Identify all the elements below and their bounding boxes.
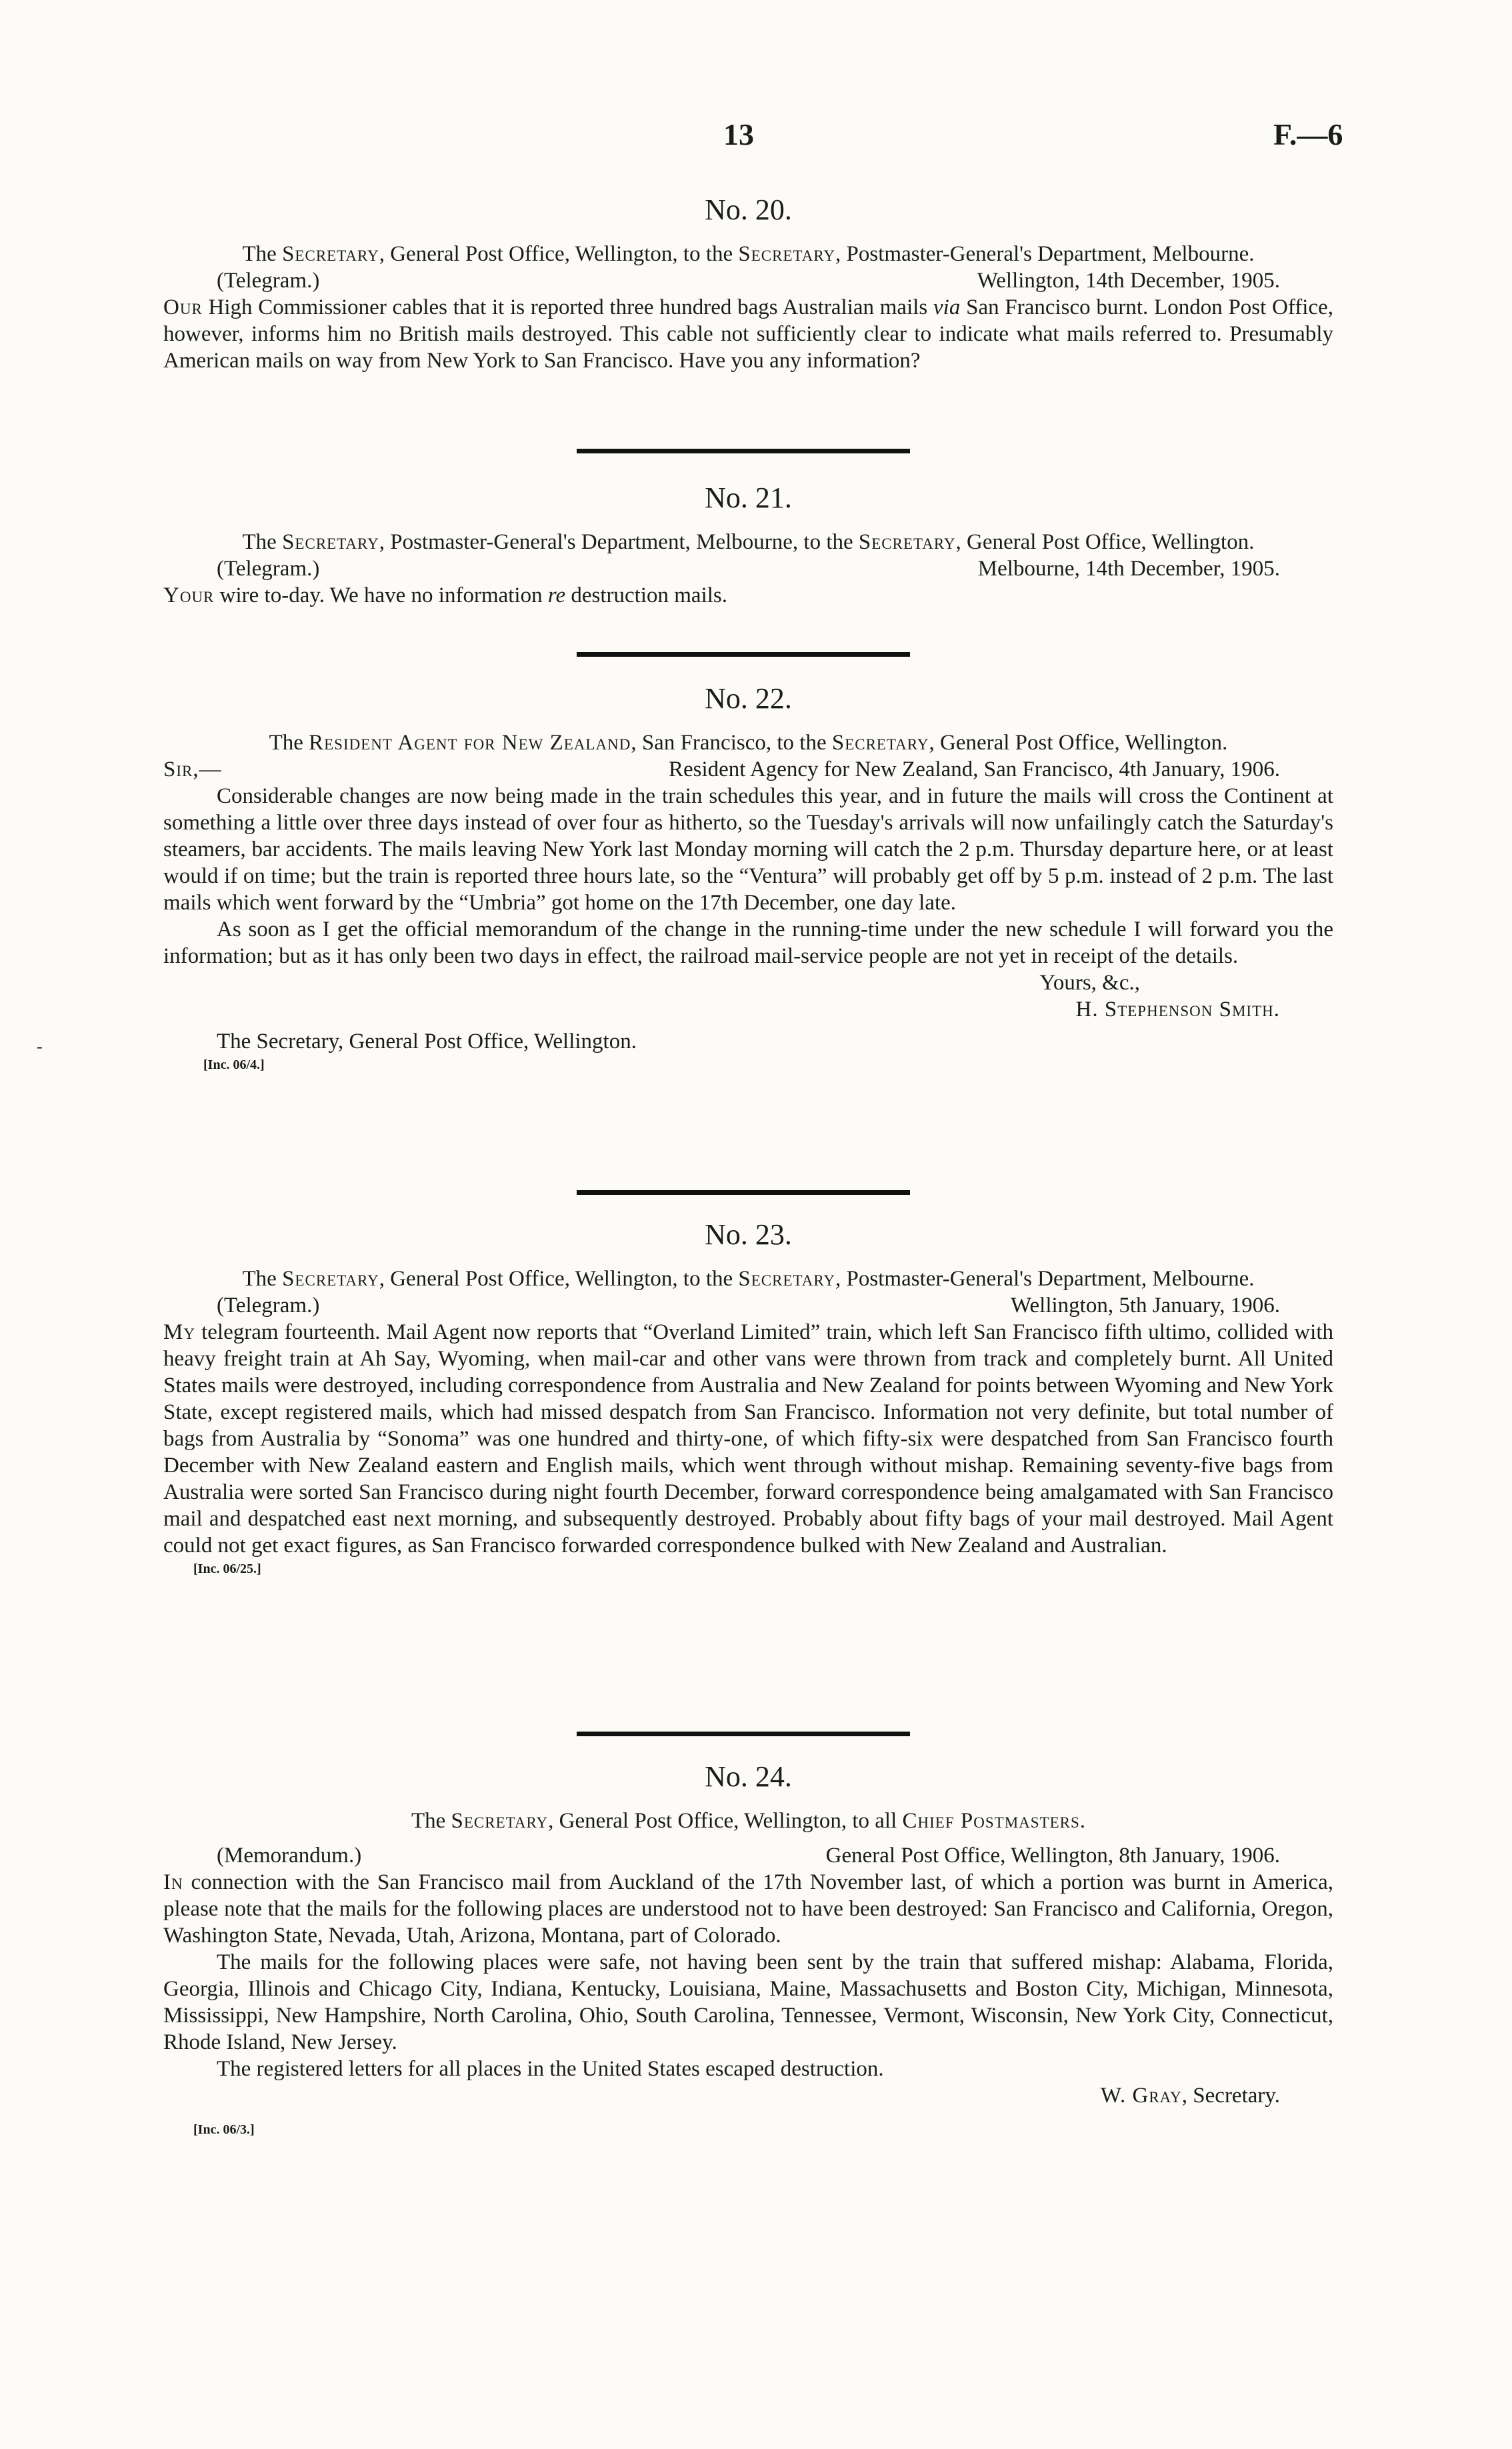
memo-paragraph: In connection with the San Francisco mail from Auckland of the 17th November last, of which a portion was burnt in America, please note that the mails for the following places are understood not to have been destroyed: San Francisco and California, Oregon, Washington State, Nevada, Utah, Arizona, Montana, part of Colorado.: [163, 1870, 1333, 1948]
salutation: Sir,—: [163, 757, 222, 781]
letter-paragraph: Considerable changes are now being made in the train schedules this year, and in future the mails will cross the Continent at something a little over three days instead of over four as hitherto, so the Tuesday's arrivals will now unfailingly catch the Saturday's steamers, bar accidents. The mails leaving New York last Monday morning will catch the 2 p.m. Thursday departure here, or at least would if on time; but the train is reported three hours late, so the “Ventura” will probably get off by 5 p.m. instead of 2 p.m. The last mails which went forward by the “Umbria” got home on the 17th December, one day late.: [163, 784, 1333, 915]
page-reference: F.—6: [1273, 117, 1343, 151]
section-heading: No. 22.: [705, 682, 792, 715]
telegram-dateline-row: [163, 1292, 1333, 1319]
section-divider: [577, 449, 910, 453]
inclosure-reference: [Inc. 06/25.]: [193, 1562, 261, 1576]
memo-paragraph: The registered letters for all places in the United States escaped destruction.: [217, 2057, 884, 2081]
telegram-dateline-row: [163, 267, 1333, 294]
address-line: The Secretary, Postmaster-General's Department, Melbourne, to the Secretary, General Post Office, Wellington.: [242, 530, 1255, 554]
memo-paragraph: The mails for the following places were safe, not having been sent by the train that suffered mishap: Alabama, Florida, Georgia, Illinois and Chicago City, Indiana, Kentucky, Louisiana, Maine, Massachusetts and Boston City, Michigan, Minnesota, Mississippi, New Hampshire, North Carolina, Ohio, South Carolina, Tennessee, Vermont, Wisconsin, New York City, Connecticut, Rhode Island, New Jersey.: [163, 1950, 1333, 2054]
document-no-21: [163, 478, 1333, 609]
document-no-22: [163, 679, 1333, 1075]
message-type: (Telegram.): [217, 557, 320, 581]
memorandum-dateline-row: [163, 1842, 1333, 1869]
section-divider: [577, 1732, 910, 1736]
page-header: [0, 117, 1512, 161]
signature: W. Gray, Secretary.: [1100, 2084, 1280, 2108]
section-heading: No. 20.: [705, 193, 792, 226]
page-number: 13: [723, 117, 754, 151]
dateline: Wellington, 5th January, 1906.: [1011, 1294, 1280, 1318]
addressee: The Secretary, General Post Office, Wellington.: [217, 1029, 637, 1053]
section-divider: [577, 652, 910, 657]
section-heading: No. 21.: [705, 481, 792, 514]
message-body: Our High Commissioner cables that it is reported three hundred bags Australian mails via San Francisco burnt. London Post Office, however, informs him no British mails destroyed. This cable not sufficiently clear to indicate what mails referred to. Presumably American mails on way from New York to San Francisco. Have you any information?: [163, 295, 1333, 373]
message-type: (Memorandum.): [217, 1844, 362, 1868]
address-line: The Secretary, General Post Office, Wellington, to the Secretary, Postmaster-General's Department, Melbourne.: [242, 1267, 1255, 1291]
signature: H. Stephenson Smith.: [1075, 997, 1280, 1021]
address-line: The Secretary, General Post Office, Wellington, to all Chief Postmasters.: [411, 1809, 1086, 1833]
dateline: Wellington, 14th December, 1905.: [977, 269, 1280, 293]
document-no-24: [163, 1757, 1333, 2140]
dateline: Resident Agency for New Zealand, San Francisco, 4th January, 1906.: [668, 757, 1280, 781]
message-body: My telegram fourteenth. Mail Agent now reports that “Overland Limited” train, which left San Francisco fifth ultimo, collided with heavy freight train at Ah Say, Wyoming, when mail-car and other vans were thrown from track and completely burnt. All United States mails were destroyed, including correspondence from Australia and New Zealand for points between Wyoming and New York State, except registered mails, which had missed despatch from San Francisco. Information not very definite, but total number of bags from Australia by “Sonoma” was one hundred and thirty-one, of which fifty-six were despatched from San Francisco fourth December with New Zealand eastern and English mails, which went through without mishap. Remaining seventy-five bags from Australia were sorted San Francisco during night fourth December, forward correspondence being amalgamated with San Francisco mail and despatched east next morning, and subsequently destroyed. Probably about fifty bags of your mail destroyed. Mail Agent could not get exact figures, as San Francisco forwarded correspondence bulked with New Zealand and Australian.: [163, 1320, 1333, 1558]
dateline: Melbourne, 14th December, 1905.: [977, 557, 1280, 581]
closing: Yours, &c.,: [1039, 971, 1140, 995]
inclosure-reference: [Inc. 06/3.]: [193, 2122, 255, 2137]
address-line: The Secretary, General Post Office, Wellington, to the Secretary, Postmaster-General's Department, Melbourne.: [242, 242, 1255, 266]
message-type: (Telegram.): [217, 1294, 320, 1318]
section-heading: No. 24.: [705, 1760, 792, 1793]
telegram-dateline-row: [163, 555, 1333, 582]
section-divider: [577, 1190, 910, 1195]
address-line: The Resident Agent for New Zealand, San Francisco, to the Secretary, General Post Office, Wellington.: [269, 731, 1228, 755]
section-heading: No. 23.: [705, 1218, 792, 1251]
message-body: Your wire to-day. We have no information re destruction mails.: [163, 583, 728, 607]
dateline: General Post Office, Wellington, 8th January, 1906.: [825, 1844, 1280, 1868]
document-no-23: [163, 1215, 1333, 1579]
salutation-dateline-row: [163, 756, 1333, 783]
document-no-20: [163, 190, 1333, 374]
inclosure-reference: [Inc. 06/4.]: [203, 1057, 265, 1072]
letter-paragraph: As soon as I get the official memorandum of the change in the running-time under the new schedule I will forward you the information; but as it has only been two days in effect, the railroad mail-service people are not yet in receipt of the details.: [163, 917, 1333, 968]
message-type: (Telegram.): [217, 269, 320, 293]
margin-mark: -: [37, 1037, 43, 1056]
